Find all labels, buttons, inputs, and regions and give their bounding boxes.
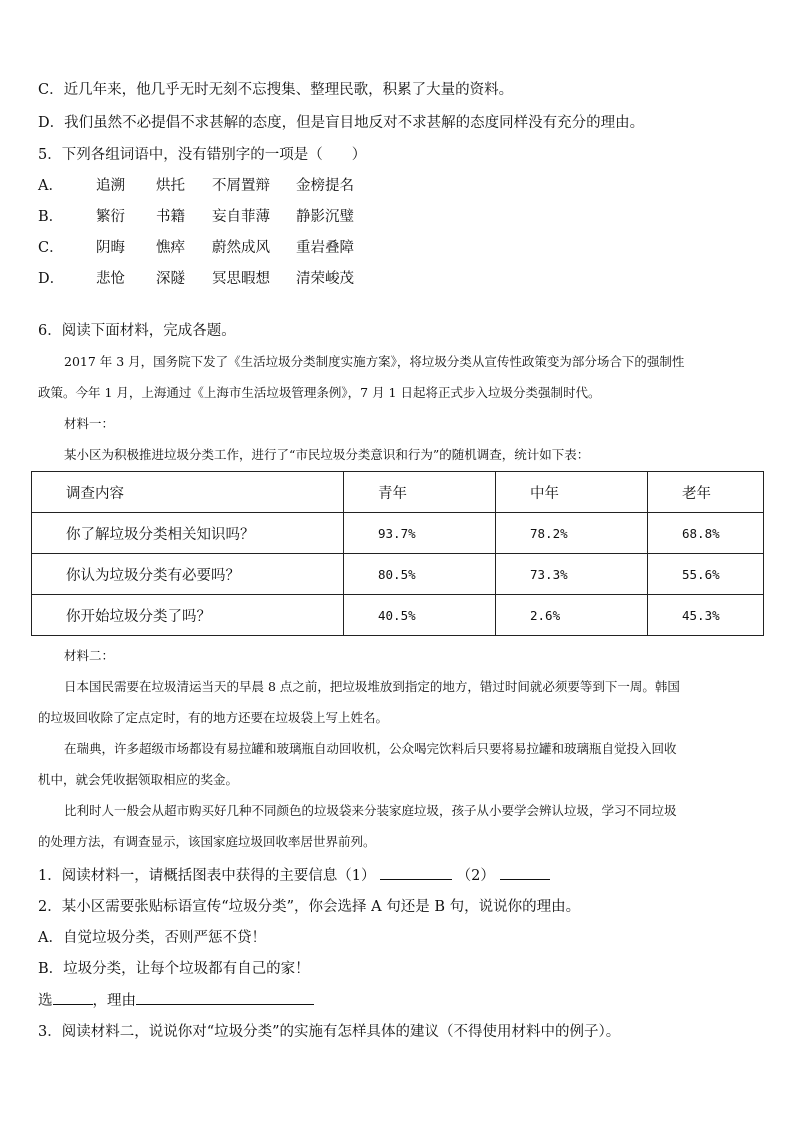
answer-blank-2[interactable] [500,865,550,880]
slogan-option-a: A．自觉垃圾分类，否则严惩不贷！ [38,930,266,946]
table-cell: 80.5% [344,554,496,595]
answer-blank-1[interactable] [380,865,452,880]
table-row [32,554,764,595]
intro-line-1: 2017 年 3 月，国务院下发了《生活垃圾分类制度实施方案》，将垃圾分类从宣传性政策变为部分场合下的强制性 [64,354,685,369]
material-2-p1-line2: 的垃圾回收除了定点定时，有的地方还要在垃圾袋上写上姓名。 [38,710,389,725]
q5-option-c: C． 阴晦 憔瘁 蔚然成风 重岩叠障 [38,240,354,256]
choice-blank[interactable] [53,990,93,1005]
sub-question-2: 2．某小区需要张贴标语宣传“垃圾分类”，你会选择 A 句还是 B 句，说说你的理由。 [38,899,581,915]
table-header-cell: 青年 [344,472,496,513]
table-cell: 68.8% [648,513,764,554]
table-cell: 73.3% [496,554,648,595]
table-cell: 你了解垃圾分类相关知识吗？ [32,513,344,554]
table-row [32,513,764,554]
option-c-line: C．近几年来，他几乎无时无刻不忘搜集、整理民歌，积累了大量的资料。 [38,82,514,98]
material-1-title: 材料一： [64,416,115,431]
table-header-cell: 老年 [648,472,764,513]
table-cell: 2.6% [496,595,648,636]
material-2-p1-line1: 日本国民需要在垃圾清运当天的早晨 8 点之前，把垃圾堆放到指定的地方，错过时间就必须要等到下一周。韩国 [64,679,680,694]
sub-question-3: 3．阅读材料二，说说你对“垃圾分类”的实施有怎样具体的建议（不得使用材料中的例子）。 [38,1024,621,1040]
survey-table [31,471,764,636]
material-2-p3-line2: 的处理方法，有调查显示，该国家庭垃圾回收率居世界前列。 [38,834,376,849]
table-cell: 78.2% [496,513,648,554]
table-cell: 40.5% [344,595,496,636]
q5-option-d: D． 悲怆 深隧 冥思暇想 清荣峻茂 [38,271,354,287]
sub-question-1: 1．阅读材料一，请概括图表中获得的主要信息（1） （2） [38,865,550,886]
table-header-cell: 调查内容 [32,472,344,513]
q5-option-a: A． 追溯 烘托 不屑置辩 金榜提名 [38,178,354,194]
option-d-line: D．我们虽然不必提倡不求甚解的态度，但是盲目地反对不求甚解的态度同样没有充分的理由。 [38,115,645,131]
question-5-stem: 5．下列各组词语中，没有错别字的一项是（ ） [38,147,367,163]
material-2-title: 材料二： [64,648,115,663]
table-header-cell: 中年 [496,472,648,513]
material-2-p3-line1: 比利时人一般会从超市购买好几种不同颜色的垃圾袋来分装家庭垃圾，孩子从小要学会辨认垃圾，学习不同垃圾 [64,803,677,818]
table-row [32,595,764,636]
table-cell: 你认为垃圾分类有必要吗？ [32,554,344,595]
choice-line: 选 ，理由 [38,990,314,1011]
table-header-row [32,472,764,513]
material-1-text: 某小区为积极推进垃圾分类工作，进行了“市民垃圾分类意识和行为”的随机调查，统计如下表： [64,447,590,462]
question-6-stem: 6．阅读下面材料，完成各题。 [38,323,236,339]
table-cell: 45.3% [648,595,764,636]
slogan-option-b: B．垃圾分类，让每个垃圾都有自己的家！ [38,961,310,977]
table-cell: 55.6% [648,554,764,595]
intro-line-2: 政策。今年 1 月，上海通过《上海市生活垃圾管理条例》，7 月 1 日起将正式步入垃圾分类强制时代。 [38,385,601,400]
material-2-p2-line2: 机中，就会凭收据领取相应的奖金。 [38,772,239,787]
reason-blank[interactable] [136,990,314,1005]
q5-option-b: B． 繁衍 书籍 妄自菲薄 静影沉璧 [38,209,354,225]
table-cell: 93.7% [344,513,496,554]
material-2-p2-line1: 在瑞典，许多超级市场都设有易拉罐和玻璃瓶自动回收机，公众喝完饮料后只要将易拉罐和玻璃瓶自觉投入回收 [64,741,677,756]
table-cell: 你开始垃圾分类了吗？ [32,595,344,636]
